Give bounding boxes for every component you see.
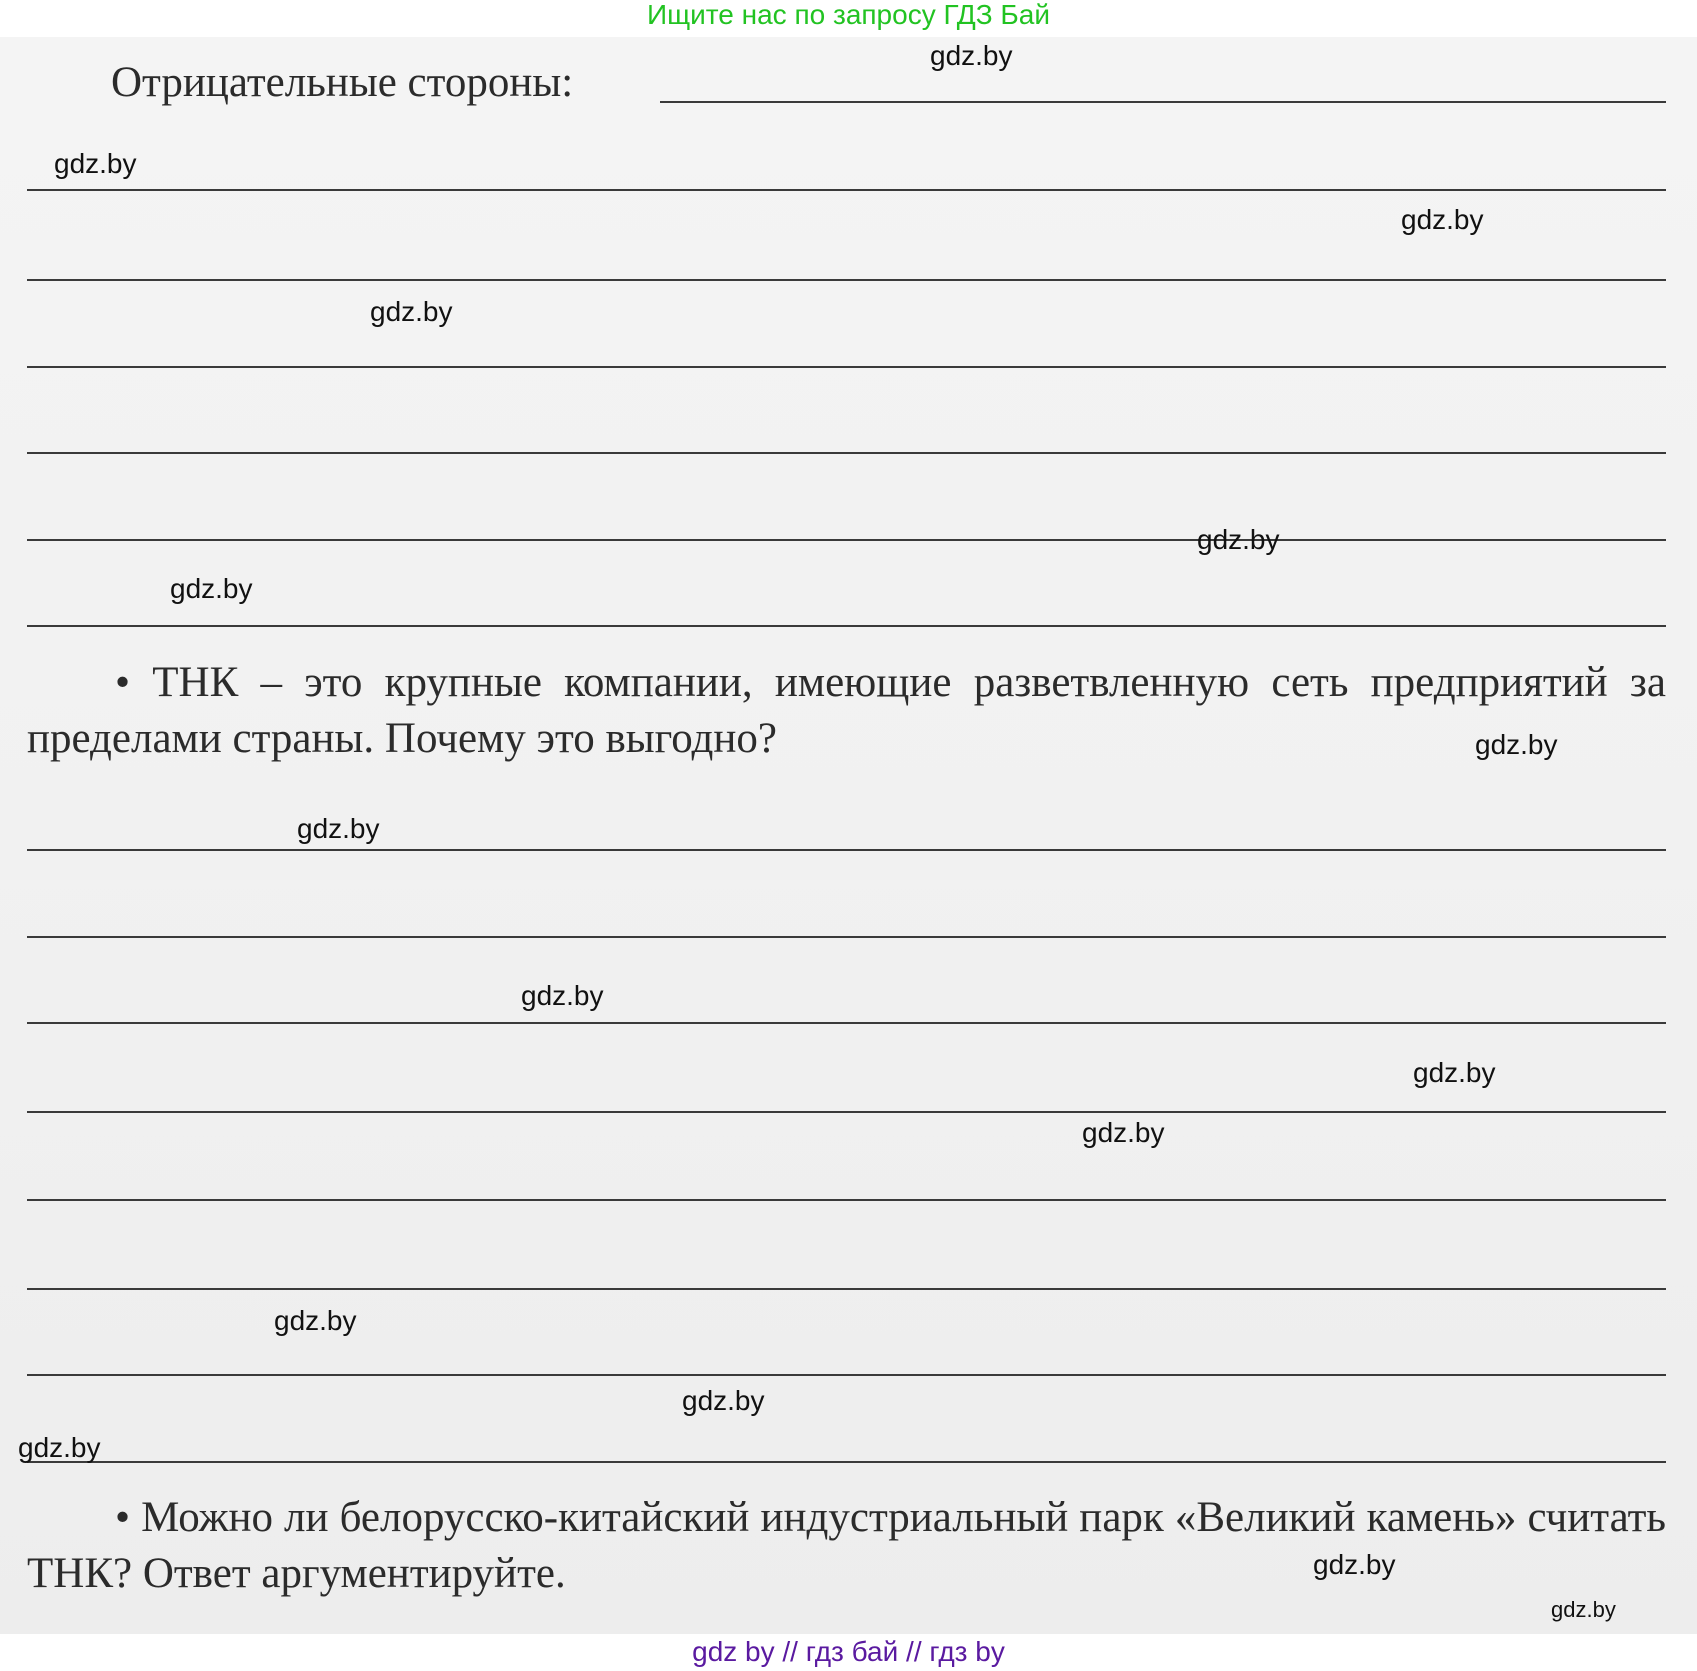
watermark: gdz.by [1313,1549,1396,1580]
watermark: gdz.by [297,813,380,844]
watermark: gdz.by [1082,1117,1165,1148]
watermark: gdz.by [1551,1597,1616,1622]
footer-links[interactable]: gdz by // гдз бай // гдз by [692,1636,1005,1667]
watermark: gdz.by [1401,204,1484,235]
watermark: gdz.by [1197,524,1280,555]
answer-line [27,189,1666,191]
watermark: gdz.by [930,40,1013,71]
section-label: Отрицательные стороны: [111,59,574,106]
answer-line [27,849,1666,851]
watermark: gdz.by [682,1385,765,1416]
answer-line [27,625,1666,627]
answer-line [27,539,1666,541]
watermark: gdz.by [370,296,453,327]
answer-line [27,1288,1666,1290]
answer-line [27,279,1666,281]
question-tnk: • ТНК – это крупные компании, имеющие разветвленную сеть предприятий за пределами страны. Почему это выгодно? [27,659,1666,762]
answer-line [660,101,1666,103]
answer-line [27,1199,1666,1201]
watermark: gdz.by [1413,1057,1496,1088]
watermark: gdz.by [274,1305,357,1336]
answer-line [27,1111,1666,1113]
question-great-stone: • Можно ли белорусско-китайский индустриальный парк «Великий камень» считать ТНК? Ответ аргументируйте. [27,1494,1666,1597]
answer-line [27,452,1666,454]
watermark: gdz.by [521,980,604,1011]
answer-line [27,366,1666,368]
answer-line [27,1374,1666,1376]
workbook-page [0,37,1697,1634]
watermark: gdz.by [170,573,253,604]
answer-line [27,936,1666,938]
answer-line [27,1022,1666,1024]
search-banner: Ищите нас по запросу ГДЗ Бай [646,0,1051,30]
answer-line [27,1461,1666,1463]
watermark: gdz.by [54,148,137,179]
watermark: gdz.by [18,1432,101,1463]
watermark: gdz.by [1475,729,1558,760]
